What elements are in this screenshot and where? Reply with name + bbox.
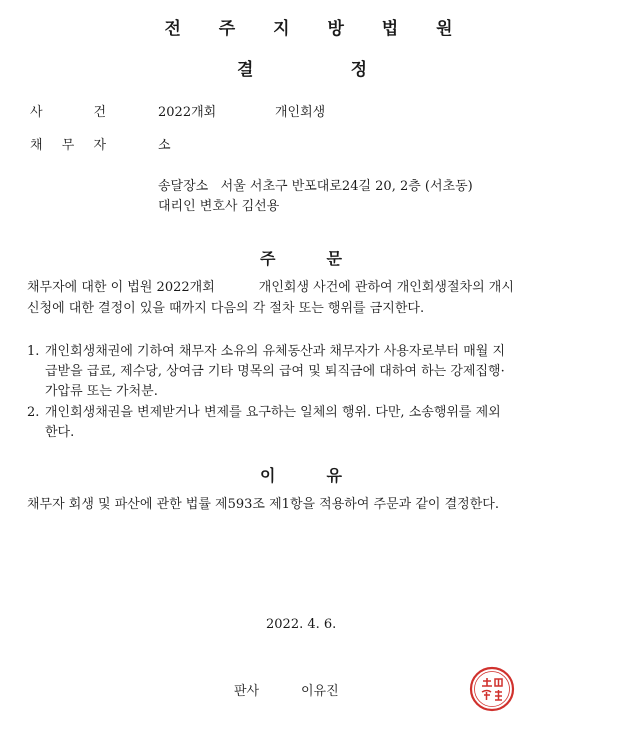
case-type: 개인회생 — [275, 105, 326, 120]
debtor-label-char: 자 — [93, 138, 106, 153]
attorney: 대리인 변호사 김선용 — [158, 199, 280, 214]
case-label — [30, 101, 106, 120]
order-intro-line-2: 신청에 대한 결정이 있을 때까지 다음의 각 절차 또는 행위를 금지한다. — [27, 301, 425, 316]
order-item-number: 1. — [27, 344, 40, 359]
reason-title-char: 이 — [260, 466, 276, 485]
case-label-char: 사 — [30, 105, 43, 120]
document-type-title — [237, 55, 367, 80]
judge-seal-stamp — [468, 665, 516, 713]
debtor-name: 소 — [158, 138, 171, 153]
order-section-title — [260, 246, 342, 269]
order-item-line: 개인회생채권을 변제받거나 변제를 요구하는 일체의 행위. 다만, 소송행위를 제외 — [45, 405, 501, 420]
order-item-line: 가압류 또는 가처분. — [45, 384, 158, 399]
doc-type-char-1: 결 — [237, 60, 254, 80]
order-item-number: 2. — [27, 405, 40, 420]
reason-text: 채무자 회생 및 파산에 관한 법률 제593조 제1항을 적용하여 주문과 같이 결정한다. — [27, 497, 499, 512]
reason-section-title — [260, 463, 342, 486]
order-item-line: 개인회생채권에 기하여 채무자 소유의 유체동산과 채무자가 사용자로부터 매월 지 — [45, 344, 506, 359]
order-intro-line-1 — [27, 278, 514, 298]
reason-title-char: 유 — [326, 466, 342, 485]
order-item-1 — [27, 342, 587, 402]
judge-title: 판사 — [234, 684, 260, 699]
service-address-label: 송달장소 — [158, 179, 209, 194]
order-item-line: 한다. — [45, 425, 75, 440]
judge-name: 이유진 — [301, 684, 339, 699]
order-title-char: 문 — [326, 249, 342, 268]
order-item-2 — [27, 403, 587, 443]
doc-type-char-2: 정 — [350, 60, 367, 80]
debtor-label-char: 채 — [30, 138, 43, 153]
order-intro-part-1: 채무자에 대한 이 법원 2022개회 — [27, 280, 215, 295]
order-intro-part-2: 개인회생 사건에 관하여 개인회생절차의 개시 — [258, 280, 514, 295]
debtor-label — [30, 134, 106, 153]
service-address: 서울 서초구 반포대로24길 20, 2층 (서초동) — [220, 179, 473, 194]
order-title-char: 주 — [260, 249, 276, 268]
decision-date: 2022. 4. 6. — [266, 617, 337, 632]
court-name: 전 주 지 방 법 원 — [164, 19, 469, 39]
case-label-char: 건 — [93, 105, 106, 120]
order-item-line: 급받을 급료, 제수당, 상여금 기타 명목의 급여 및 퇴직금에 대하여 하는 강제집행· — [45, 364, 505, 379]
debtor-label-char: 무 — [61, 138, 75, 153]
case-number: 2022개회 — [158, 105, 217, 120]
service-address-line — [158, 175, 473, 194]
